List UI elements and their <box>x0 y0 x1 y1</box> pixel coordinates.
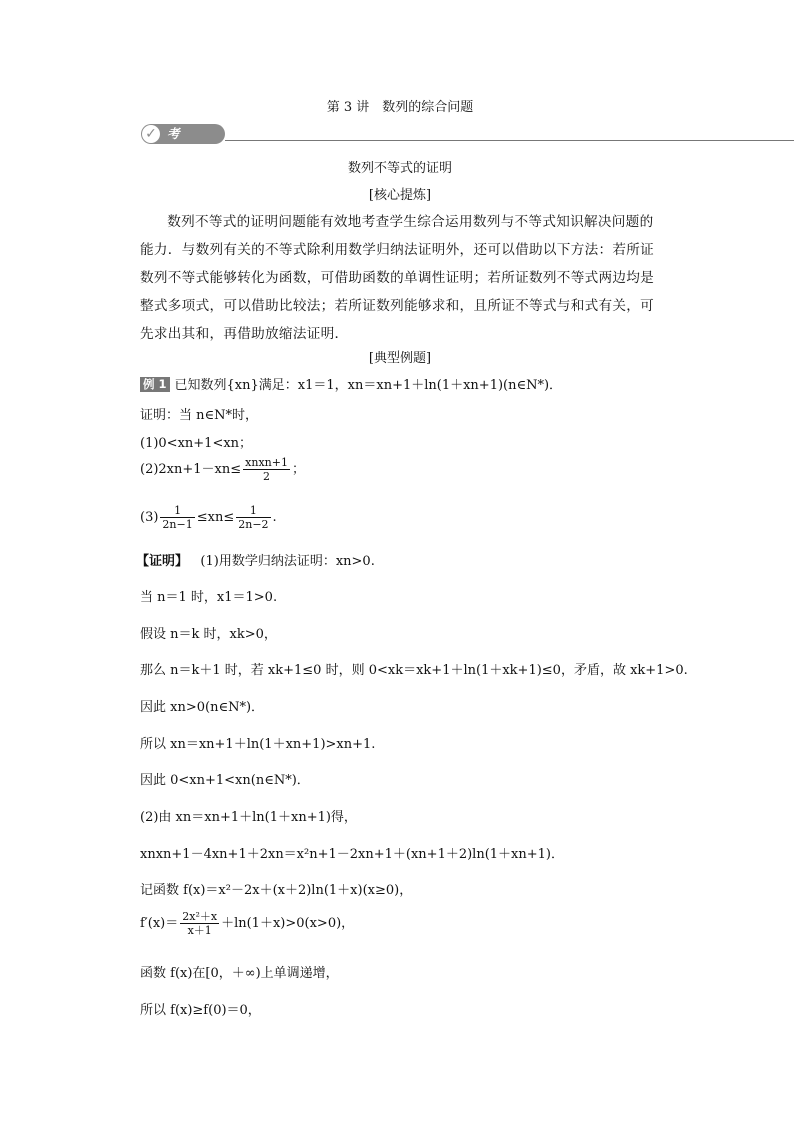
proof-line-3: 那么 n＝k＋1 时，若 xk+1≤0 时，则 0<xk＝xk+1＋ln(1＋xk+1)≤0，矛盾，故 xk+1>0. <box>140 663 688 678</box>
item-3-fraction-right <box>236 504 270 531</box>
proof-line-0 <box>136 550 375 569</box>
proof-line-10-fraction <box>180 910 219 937</box>
item-3-numerator-right: 1 <box>236 504 270 518</box>
proof-line-1: 当 n＝1 时，x1＝1>0. <box>140 590 278 605</box>
page-title: 第 3 讲 数列的综合问题 <box>326 100 474 115</box>
proof-line-10-denominator: x＋1 <box>187 924 212 937</box>
item-3-denominator-left: 2n−1 <box>162 518 193 531</box>
proof-line-2: 假设 n＝k 时，xk>0， <box>140 627 277 642</box>
check-icon: ✓ <box>142 125 160 143</box>
proof-line-10-numerator: 2x²＋x <box>182 910 218 923</box>
item-3-mid: ≤xn≤ <box>196 510 235 525</box>
item-3-denominator-right: 2n−2 <box>238 518 269 531</box>
item-2-denominator: 2 <box>263 470 271 483</box>
example-intro: 已知数列 <box>174 378 227 393</box>
example-condition: 满足：x1＝1，xn＝xn+1＋ln(1＋xn+1)(n∈N*)． <box>258 378 563 393</box>
proof-line-7: (2)由 xn＝xn+1＋ln(1＋xn+1)得， <box>140 810 357 825</box>
proof-line-4: 因此 xn>0(n∈N*)． <box>140 700 265 715</box>
example-seq: {xn} <box>226 378 259 393</box>
kernel-heading: [核心提炼] <box>368 188 432 203</box>
topic-divider <box>225 140 794 141</box>
proof-line-10-tail: ＋ln(1＋x)>0(x>0)， <box>221 916 355 931</box>
kernel-paragraph <box>140 208 660 348</box>
proof-label: 【证明】 <box>136 554 189 569</box>
proof-line-6: 因此 0<xn+1<xn(n∈N*)． <box>140 773 310 788</box>
prove-lead: 证明：当 n∈N*时， <box>140 408 259 423</box>
typical-heading: [典型例题] <box>368 351 432 366</box>
item-2-numerator: xnxn+1 <box>245 456 288 469</box>
item-3-fraction-left <box>160 504 194 531</box>
item-2-lhs: (2)2xn+1－xn≤ <box>140 462 242 477</box>
item-2-tail: ； <box>291 462 305 477</box>
proof-line-12: 所以 f(x)≥f(0)＝0， <box>140 1003 261 1018</box>
item-2-fraction <box>243 456 290 483</box>
proof-line-10 <box>140 910 354 937</box>
topic-badge-label: 考点 1 <box>167 126 180 177</box>
section-title: 数列不等式的证明 <box>347 161 452 176</box>
proof-line-5: 所以 xn＝xn+1＋ln(1＋xn+1)>xn+1. <box>140 737 376 752</box>
item-3 <box>140 504 277 531</box>
item-3-lead: (3) <box>140 510 159 525</box>
item-1: (1)0<xn+1<xn； <box>140 436 253 451</box>
example-statement <box>140 374 562 393</box>
item-3-tail: . <box>272 510 277 525</box>
kernel-paragraph-text: 数列不等式的证明问题能有效地考查学生综合运用数列与不等式知识解决问题的能力．与数列有关的不等式除利用数学归纳法证明外，还可以借助以下方法：若所证数列不等式能够转化为函数，可借助函数的单调性证明；若所证数列不等式两边均是整式多项式，可以借助比较法；若所证数列能够求和，且所证不等式与和式有关，可先求出其和，再借助放缩法证明． <box>140 214 655 342</box>
item-3-numerator-left: 1 <box>160 504 194 518</box>
proof-line-8: xnxn+1－4xn+1＋2xn＝x²n+1－2xn+1＋(xn+1＋2)ln(1＋xn+1)． <box>140 847 564 862</box>
proof-line-10-lead: f′(x)＝ <box>140 916 179 931</box>
proof-line-9: 记函数 f(x)＝x²－2x＋(x＋2)ln(1＋x)(x≥0)， <box>140 883 413 898</box>
proof-line-0-text: (1)用数学归纳法证明：xn>0. <box>200 554 375 569</box>
example-badge: 例 1 <box>140 377 170 392</box>
item-2 <box>140 456 305 483</box>
proof-line-11: 函数 f(x)在[0，＋∞)上单调递增， <box>140 966 339 981</box>
